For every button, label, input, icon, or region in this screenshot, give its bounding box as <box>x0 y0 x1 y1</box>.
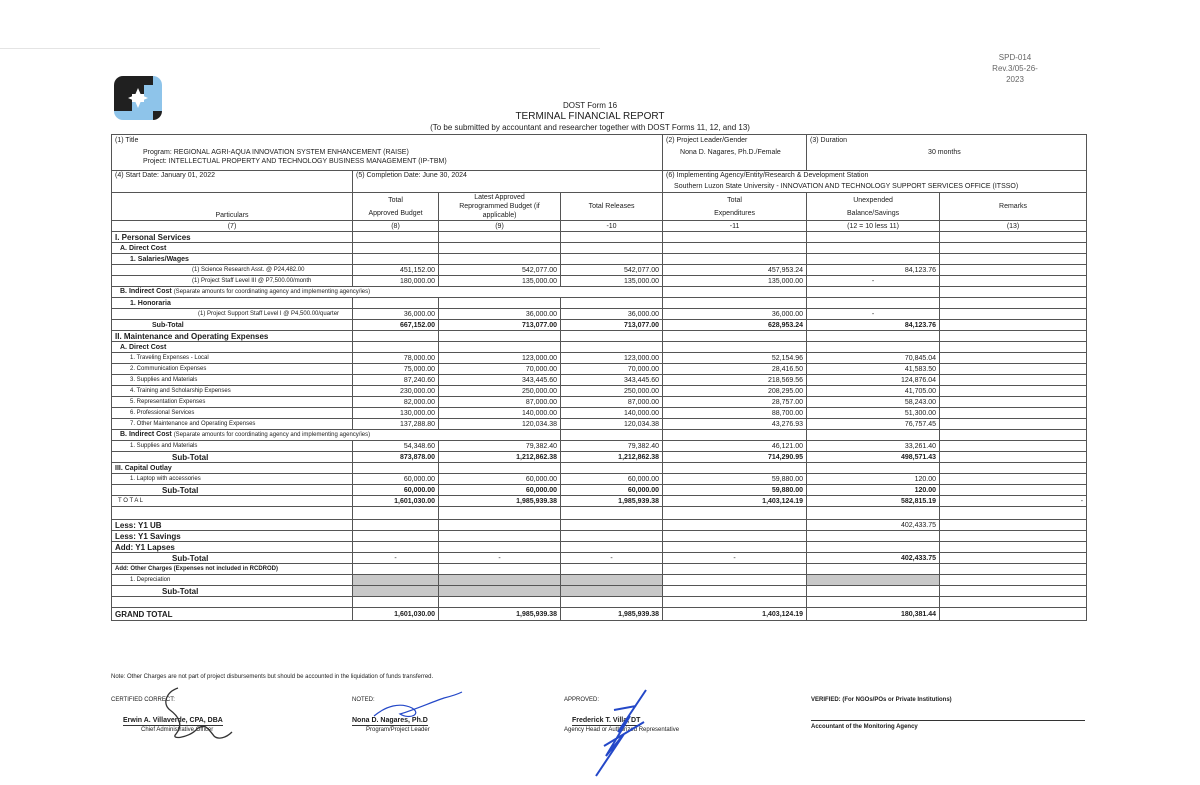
cell-releases: 87,000.00 <box>561 397 663 408</box>
cell-expenditures: 28,416.50 <box>663 364 807 375</box>
spacer-row <box>112 507 1087 520</box>
cell-expenditures: 208,295.00 <box>663 386 807 397</box>
cell-latest: - <box>439 553 561 564</box>
subsection-row <box>112 243 1087 254</box>
header-approved-1: Total <box>388 196 403 204</box>
less-savings-label: Less: Y1 Savings <box>112 531 353 542</box>
subsection-row <box>112 342 1087 353</box>
section-row <box>112 232 1087 243</box>
cell-releases: 70,000.00 <box>561 364 663 375</box>
cell-latest: 120,034.38 <box>439 419 561 430</box>
subtotal-label: Sub-Total <box>112 553 353 564</box>
subtotal-label: Sub-Total <box>112 586 353 597</box>
grand-total-label: GRAND TOTAL <box>112 608 353 621</box>
ps-direct-cost: A. Direct Cost <box>112 243 353 254</box>
cell-latest: 542,077.00 <box>439 265 561 276</box>
cell-latest: 135,000.00 <box>439 276 561 287</box>
approved-role: APPROVED: <box>564 697 600 703</box>
cell-expenditures: 52,154.96 <box>663 353 807 364</box>
noted-role: NOTED: <box>352 697 375 703</box>
title-row <box>112 135 1087 171</box>
certified-name: Erwin A. Villaverde, CPA, DBA <box>123 717 223 724</box>
other-charges-label: Add: Other Charges (Expenses not included in RCDROD) <box>112 564 353 575</box>
table-row <box>112 364 1087 375</box>
cell-releases: 123,000.00 <box>561 353 663 364</box>
row-label: (1) Project Staff Level III @ P7,500.00/month <box>112 276 353 287</box>
table-row <box>112 353 1087 364</box>
form-subtitle: (To be submitted by accountant and researcher together with DOST Forms 11, 12, and 13) <box>430 123 750 132</box>
doc-code: SPD-014 <box>998 53 1032 62</box>
cell-releases: 60,000.00 <box>561 474 663 485</box>
table-row <box>112 419 1087 430</box>
subtotal-row <box>112 586 1087 597</box>
row-label: 7. Other Maintenance and Operating Expenses <box>112 419 353 430</box>
cell-balance: 582,815.19 <box>807 496 940 507</box>
title-label: (1) Title <box>115 137 139 144</box>
cell-approved: 230,000.00 <box>353 386 439 397</box>
signature-icon <box>370 690 465 730</box>
cell-balance: 76,757.45 <box>807 419 940 430</box>
cell-releases: 79,382.40 <box>561 441 663 452</box>
cell-releases: 36,000.00 <box>561 309 663 320</box>
colnum-approved: (8) <box>353 221 439 232</box>
cell-latest: 60,000.00 <box>439 485 561 496</box>
cell-balance: - <box>807 309 940 320</box>
total-row <box>112 496 1087 507</box>
row-label: (1) Project Support Staff Level I @ P4,500.00/quarter <box>112 309 353 320</box>
table-row <box>112 309 1087 320</box>
cell-expenditures: 88,700.00 <box>663 408 807 419</box>
subtotal-row <box>112 452 1087 463</box>
certified-role: CERTIFIED CORRECT: <box>111 697 175 703</box>
cell-latest: 140,000.00 <box>439 408 561 419</box>
cell-expenditures: 59,880.00 <box>663 474 807 485</box>
completion-date: (5) Completion Date: June 30, 2024 <box>353 171 663 193</box>
cell-latest: 70,000.00 <box>439 364 561 375</box>
cell-expenditures: 36,000.00 <box>663 309 807 320</box>
dost-logo-icon <box>112 75 164 121</box>
signature-icon <box>584 686 659 781</box>
header-latest-1: Latest Approved <box>474 194 525 201</box>
table-row <box>112 397 1087 408</box>
form-title: TERMINAL FINANCIAL REPORT <box>515 111 665 122</box>
cell-approved: - <box>353 553 439 564</box>
spacer-row <box>112 597 1087 608</box>
column-number-row <box>112 221 1087 232</box>
cell-approved: 36,000.00 <box>353 309 439 320</box>
cell-balance: 120.00 <box>807 485 940 496</box>
shaded-cell <box>353 586 439 597</box>
duration-value: 30 months <box>928 149 961 156</box>
header-exp-2: Expenditures <box>714 209 755 217</box>
colnum-latest: (9) <box>439 221 561 232</box>
cell-releases: 713,077.00 <box>561 320 663 331</box>
cell-releases: 250,000.00 <box>561 386 663 397</box>
leader-label: (2) Project Leader/Gender <box>666 137 748 144</box>
cell-releases: 60,000.00 <box>561 485 663 496</box>
header-exp-1: Total <box>727 196 742 204</box>
noted-name: Nona D. Nagares, Ph.D <box>352 717 428 724</box>
cell-approved: 451,152.00 <box>353 265 439 276</box>
cell-balance: 402,433.75 <box>807 520 940 531</box>
cell-expenditures: 218,569.56 <box>663 375 807 386</box>
colnum-expenditures: -11 <box>663 221 807 232</box>
cell-approved: 82,000.00 <box>353 397 439 408</box>
mooe-indirect-note: (Separate amounts for coordinating agency and implementing agency/ies) <box>173 432 371 438</box>
section-row <box>112 463 1087 474</box>
table-row <box>112 564 1087 575</box>
agency-value: Southern Luzon State University - INNOVATION AND TECHNOLOGY SUPPORT SERVICES OFFICE (ITSSO) <box>674 183 1019 190</box>
subsection-row <box>112 254 1087 265</box>
row-label: (1) Science Research Asst. @ P24,482.00 <box>112 265 353 276</box>
cell-expenditures: 28,757.00 <box>663 397 807 408</box>
subsection-row <box>112 298 1087 309</box>
row-label: 1. Traveling Expenses - Local <box>112 353 353 364</box>
doc-revision: Rev.3/05-26-2023 <box>992 64 1038 84</box>
cell-releases: 1,985,939.38 <box>561 496 663 507</box>
row-label: 6. Professional Services <box>112 408 353 419</box>
project-name: Project: INTELLECTUAL PROPERTY AND TECHNOLOGY BUSINESS MANAGEMENT (IP-TBM) <box>143 158 447 165</box>
terminal-financial-report-table <box>111 134 1087 621</box>
leader-value: Nona D. Nagares, Ph.D./Female <box>680 149 781 156</box>
subsection-row <box>112 287 1087 298</box>
cell-balance: 51,300.00 <box>807 408 940 419</box>
verified-role: VERIFIED: (For NGOs/POs or Private Institutions) <box>811 697 952 703</box>
program-name: Program: REGIONAL AGRI-AQUA INNOVATION SYSTEM ENHANCEMENT (RAISE) <box>143 149 409 156</box>
cell-latest: 1,985,939.38 <box>439 608 561 621</box>
header-approved-2: Approved Budget <box>368 209 423 217</box>
cell-balance: 498,571.43 <box>807 452 940 463</box>
cell-balance: 41,583.50 <box>807 364 940 375</box>
cell-approved: 54,348.60 <box>353 441 439 452</box>
cell-balance: 120.00 <box>807 474 940 485</box>
cell-approved: 137,288.80 <box>353 419 439 430</box>
duration-label: (3) Duration <box>810 137 848 144</box>
cell-approved: 1,601,030.00 <box>353 608 439 621</box>
cell-expenditures: 714,290.95 <box>663 452 807 463</box>
document-reference <box>985 52 1045 85</box>
cell-approved: 60,000.00 <box>353 474 439 485</box>
cell-latest: 250,000.00 <box>439 386 561 397</box>
table-row <box>112 375 1087 386</box>
approved-position: Agency Head or Authorized Representative <box>564 727 680 733</box>
row-label: 2. Communication Expenses <box>112 364 353 375</box>
cell-releases: 1,212,862.38 <box>561 452 663 463</box>
verified-position: Accountant of the Monitoring Agency <box>811 724 918 730</box>
cell-releases: 120,034.38 <box>561 419 663 430</box>
header-bal-1: Unexpended <box>853 196 893 204</box>
cell-balance: 33,261.40 <box>807 441 940 452</box>
cell-expenditures: 59,880.00 <box>663 485 807 496</box>
table-row <box>112 474 1087 485</box>
dates-row <box>112 171 1087 193</box>
section-mooe: II. Maintenance and Operating Expenses <box>112 331 353 342</box>
row-label: 5. Representation Expenses <box>112 397 353 408</box>
cell-latest: 36,000.00 <box>439 309 561 320</box>
ps-indirect-note: (Separate amounts for coordinating agency and implementing agency/ies) <box>173 289 371 295</box>
agency-label: (6) Implementing Agency/Entity/Research & Development Station <box>666 172 869 179</box>
signature-icon <box>148 684 238 744</box>
subtotal-row <box>112 485 1087 496</box>
cell-releases: 542,077.00 <box>561 265 663 276</box>
cell-expenditures: 1,403,124.19 <box>663 496 807 507</box>
table-row <box>112 531 1087 542</box>
shaded-cell <box>353 575 439 586</box>
table-row <box>112 386 1087 397</box>
section-row <box>112 331 1087 342</box>
cell-latest: 79,382.40 <box>439 441 561 452</box>
cell-balance: 70,845.04 <box>807 353 940 364</box>
ps-indirect-cost: B. Indirect Cost <box>120 288 172 295</box>
cell-approved: 87,240.60 <box>353 375 439 386</box>
grand-total-row <box>112 608 1087 621</box>
cell-balance: - <box>807 276 940 287</box>
cell-approved: 873,878.00 <box>353 452 439 463</box>
header-bal-2: Balance/Savings <box>846 209 900 217</box>
cell-expenditures: - <box>663 553 807 564</box>
cell-approved: 1,601,030.00 <box>353 496 439 507</box>
total-label: T O T A L <box>112 496 353 507</box>
cell-releases: - <box>561 553 663 564</box>
subtotal-row <box>112 553 1087 564</box>
header-releases: Total Releases <box>561 193 663 221</box>
cell-expenditures: 628,953.24 <box>663 320 807 331</box>
cell-expenditures: 43,276.93 <box>663 419 807 430</box>
cell-expenditures: 457,953.24 <box>663 265 807 276</box>
section-personal-services: I. Personal Services <box>112 232 353 243</box>
colnum-remarks: (13) <box>940 221 1087 232</box>
shaded-cell <box>439 586 561 597</box>
depreciation-label: 1. Depreciation <box>112 575 353 586</box>
cell-remarks: - <box>940 496 1087 507</box>
form-header <box>330 100 850 133</box>
colnum-releases: -10 <box>561 221 663 232</box>
table-row <box>112 575 1087 586</box>
cell-approved: 75,000.00 <box>353 364 439 375</box>
row-label: 1. Supplies and Materials <box>112 441 353 452</box>
cell-expenditures: 1,403,124.19 <box>663 608 807 621</box>
noted-position: Program/Project Leader <box>366 727 430 733</box>
cell-latest: 343,445.60 <box>439 375 561 386</box>
subtotal-label: Sub-Total <box>112 485 353 496</box>
section-capital-outlay: III. Capital Outlay <box>112 463 353 474</box>
cell-releases: 135,000.00 <box>561 276 663 287</box>
row-label: 4. Training and Scholarship Expenses <box>112 386 353 397</box>
ps-salaries-wages: 1. Salaries/Wages <box>112 254 353 265</box>
cell-balance: 41,705.00 <box>807 386 940 397</box>
cell-latest: 1,212,862.38 <box>439 452 561 463</box>
cell-latest: 713,077.00 <box>439 320 561 331</box>
table-row <box>112 408 1087 419</box>
subtotal-label: Sub-Total <box>112 452 353 463</box>
scan-edge-line <box>0 48 600 49</box>
cell-balance: 402,433.75 <box>807 553 940 564</box>
footnote: Note: Other Charges are not part of project disbursements but should be accounted in the liquidation of funds transferred. <box>111 674 434 680</box>
table-row <box>112 441 1087 452</box>
cell-balance: 58,243.00 <box>807 397 940 408</box>
cell-approved: 130,000.00 <box>353 408 439 419</box>
form-number: DOST Form 16 <box>562 101 618 110</box>
cell-approved: 60,000.00 <box>353 485 439 496</box>
cell-releases: 1,985,939.38 <box>561 608 663 621</box>
add-lapses-label: Add: Y1 Lapses <box>112 542 353 553</box>
subtotal-row <box>112 320 1087 331</box>
table-row <box>112 542 1087 553</box>
colnum-balance: (12 = 10 less 11) <box>807 221 940 232</box>
cell-latest: 60,000.00 <box>439 474 561 485</box>
ps-honoraria: 1. Honoraria <box>112 298 353 309</box>
cell-balance: 84,123.76 <box>807 320 940 331</box>
shaded-cell <box>439 575 561 586</box>
table-row <box>112 276 1087 287</box>
approved-name: Frederick T. Villa, DT <box>572 717 641 724</box>
subsection-row <box>112 430 1087 441</box>
cell-approved: 78,000.00 <box>353 353 439 364</box>
header-remarks: Remarks <box>940 193 1087 221</box>
cell-approved: 180,000.00 <box>353 276 439 287</box>
shaded-cell <box>807 575 940 586</box>
cell-balance: 124,876.04 <box>807 375 940 386</box>
cell-balance: 84,123.76 <box>807 265 940 276</box>
column-header-row <box>112 193 1087 221</box>
cell-latest: 123,000.00 <box>439 353 561 364</box>
less-ub-label: Less: Y1 UB <box>112 520 353 531</box>
cell-releases: 140,000.00 <box>561 408 663 419</box>
cell-approved: 667,152.00 <box>353 320 439 331</box>
signatory-verified <box>811 697 1085 730</box>
certified-position: Chief Administrative Officer <box>141 727 214 733</box>
start-date: (4) Start Date: January 01, 2022 <box>112 171 353 193</box>
header-latest-3: applicable) <box>482 212 517 219</box>
subtotal-label: Sub-Total <box>112 320 353 331</box>
mooe-indirect-cost: B. Indirect Cost <box>120 431 172 438</box>
shaded-cell <box>561 575 663 586</box>
header-particulars: Particulars <box>112 193 353 221</box>
row-label: 3. Supplies and Materials <box>112 375 353 386</box>
table-row <box>112 520 1087 531</box>
header-latest-2: Reprogrammed Budget (if <box>459 203 540 210</box>
cell-expenditures: 46,121.00 <box>663 441 807 452</box>
row-label: 1. Laptop with accessories <box>112 474 353 485</box>
cell-expenditures: 135,000.00 <box>663 276 807 287</box>
cell-latest: 87,000.00 <box>439 397 561 408</box>
mooe-direct-cost: A. Direct Cost <box>112 342 353 353</box>
table-row <box>112 265 1087 276</box>
cell-releases: 343,445.60 <box>561 375 663 386</box>
colnum-particulars: (7) <box>112 221 353 232</box>
shaded-cell <box>561 586 663 597</box>
cell-balance: 180,381.44 <box>807 608 940 621</box>
cell-latest: 1,985,939.38 <box>439 496 561 507</box>
